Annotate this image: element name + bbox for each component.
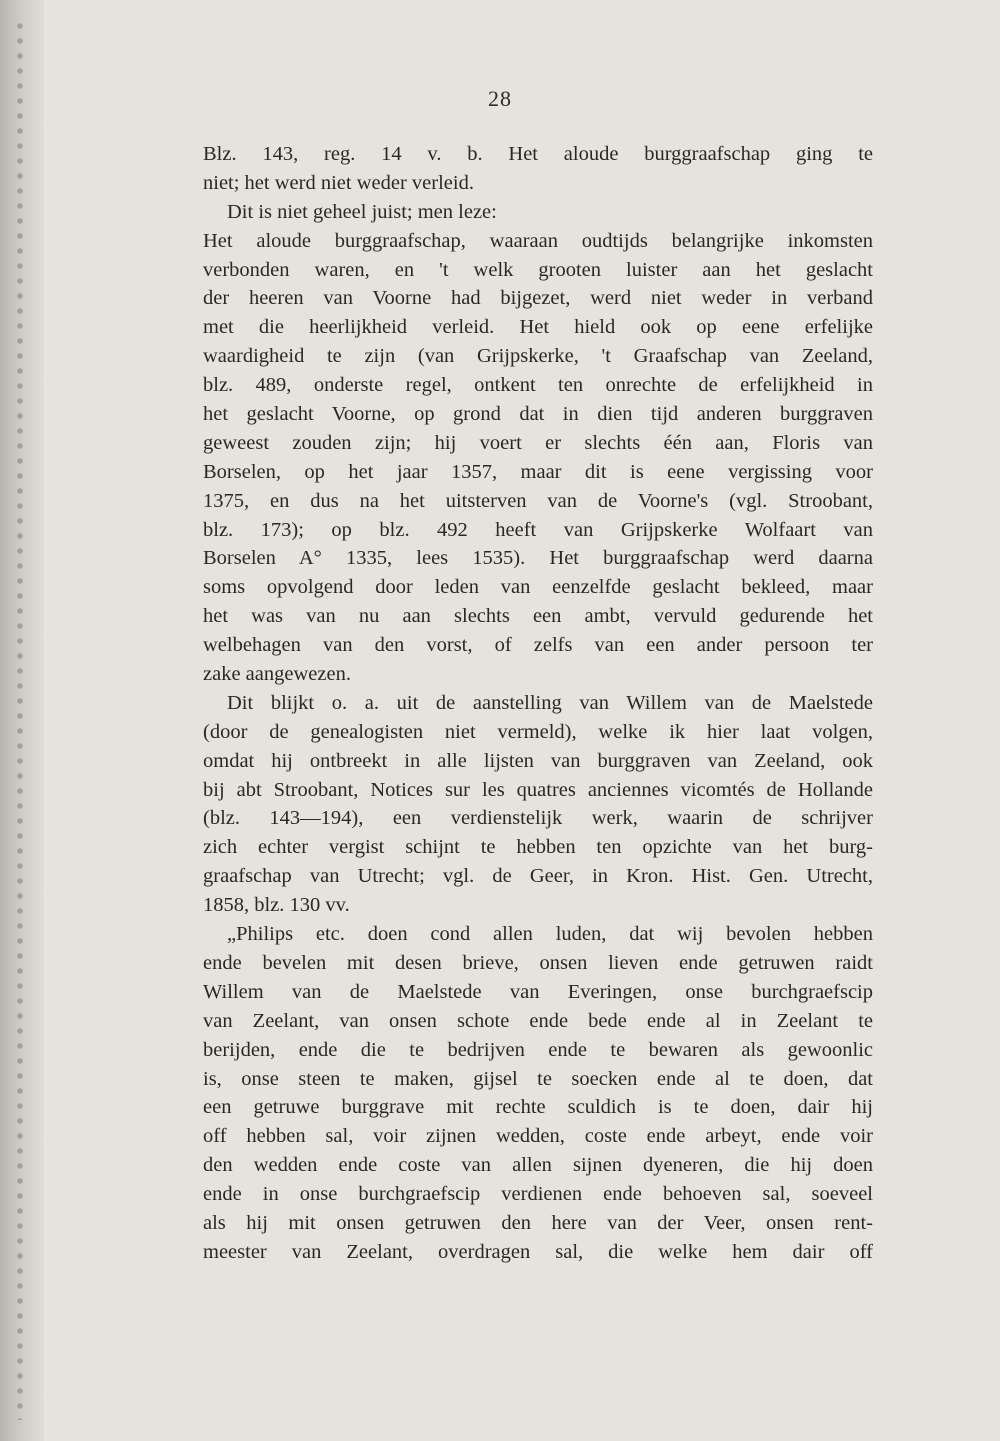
text-line: meester van Zeelant, overdragen sal, die welke hem dair off: [203, 1240, 873, 1263]
text-line: „Philips etc. doen cond allen luden, dat wij bevolen hebben: [227, 923, 873, 946]
text-line: blz. 173); op blz. 492 heeft van Grijpskerke Wolfaart van: [203, 518, 873, 541]
text-line: soms opvolgend door leden van eenzelfde geslacht bekleed, maar: [203, 576, 873, 599]
page-number: 28: [488, 86, 512, 111]
text-line: Dit is niet geheel juist; men leze:: [227, 200, 497, 223]
text-line: niet; het werd niet weder verleid.: [203, 171, 474, 194]
text-line: geweest zouden zijn; hij voert er slechts één aan, Floris van: [203, 431, 873, 454]
text-line: 1375, en dus na het uitsterven van de Voorne's (vgl. Stroobant,: [203, 489, 873, 512]
text-line: bij abt Stroobant, Notices sur les quatres anciennes vicomtés de Hollande: [203, 778, 873, 801]
text-line: een getruwe burggrave mit rechte sculdich is te doen, dair hij: [203, 1096, 873, 1119]
text-line: den wedden ende coste van allen sijnen dyeneren, die hij doen: [203, 1154, 873, 1177]
binding-edge: [0, 0, 44, 1441]
text-line: als hij mit onsen getruwen den here van der Veer, onsen rent-: [203, 1211, 873, 1234]
text-line: Borselen A° 1335, lees 1535). Het burggraafschap werd daarna: [203, 547, 873, 570]
text-line: zake aangewezen.: [203, 663, 351, 686]
text-line: (blz. 143—194), een verdienstelijk werk, waarin de schrijver: [203, 807, 873, 830]
text-line: Borselen, op het jaar 1357, maar dit is eene vergissing voor: [203, 460, 873, 483]
text-line: met die heerlijkheid verleid. Het hield ook op eene erfelijke: [203, 316, 873, 339]
text-line: het was van nu aan slechts een ambt, vervuld gedurende het: [203, 605, 873, 628]
text-line: is, onse steen te maken, gijsel te soecken ende al te doen, dat: [203, 1067, 873, 1090]
text-line: berijden, ende die te bedrijven ende te bewaren als gewoonlic: [203, 1038, 873, 1061]
text-line: der heeren van Voorne had bijgezet, werd niet weder in verband: [203, 287, 873, 310]
text-line: het geslacht Voorne, op grond dat in dien tijd anderen burggraven: [203, 403, 873, 426]
text-line: van Zeelant, van onsen schote ende bede ende al in Zeelant te: [203, 1009, 873, 1032]
binding-holes: [14, 20, 26, 1420]
text-line: welbehagen van den vorst, of zelfs van een ander persoon ter: [203, 634, 873, 657]
text-line: 1858, blz. 130 vv.: [203, 894, 350, 917]
text-line: ende in onse burchgraefscip verdienen ende behoeven sal, soeveel: [203, 1183, 873, 1206]
text-line: omdat hij ontbreekt in alle lijsten van burggraven van Zeeland, ook: [203, 749, 873, 772]
text-line: Willem van de Maelstede van Everingen, onse burchgraefscip: [203, 980, 873, 1003]
text-line: Het aloude burggraafschap, waaraan oudtijds belangrijke inkomsten: [203, 229, 873, 252]
text-line: blz. 489, onderste regel, ontkent ten onrechte de erfelijkheid in: [203, 374, 873, 397]
text-line: off hebben sal, voir zijnen wedden, coste ende arbeyt, ende voir: [203, 1125, 873, 1148]
text-line: waardigheid te zijn (van Grijpskerke, 't Graafschap van Zeeland,: [203, 345, 873, 368]
text-line: ende bevelen mit desen brieve, onsen lieven ende getruwen raidt: [203, 951, 873, 974]
text-line: graafschap van Utrecht; vgl. de Geer, in Kron. Hist. Gen. Utrecht,: [203, 865, 873, 888]
text-line: verbonden waren, en 't welk grooten luister aan het geslacht: [203, 258, 873, 281]
text-line: Dit blijkt o. a. uit de aanstelling van Willem van de Maelstede: [227, 691, 873, 714]
body-text: [203, 140, 873, 1267]
text-line: zich echter vergist schijnt te hebben ten opzichte van het burg-: [203, 836, 873, 859]
text-line: (door de genealogisten niet vermeld), welke ik hier laat volgen,: [203, 720, 873, 743]
text-line: Blz. 143, reg. 14 v. b. Het aloude burggraafschap ging te: [203, 143, 873, 165]
